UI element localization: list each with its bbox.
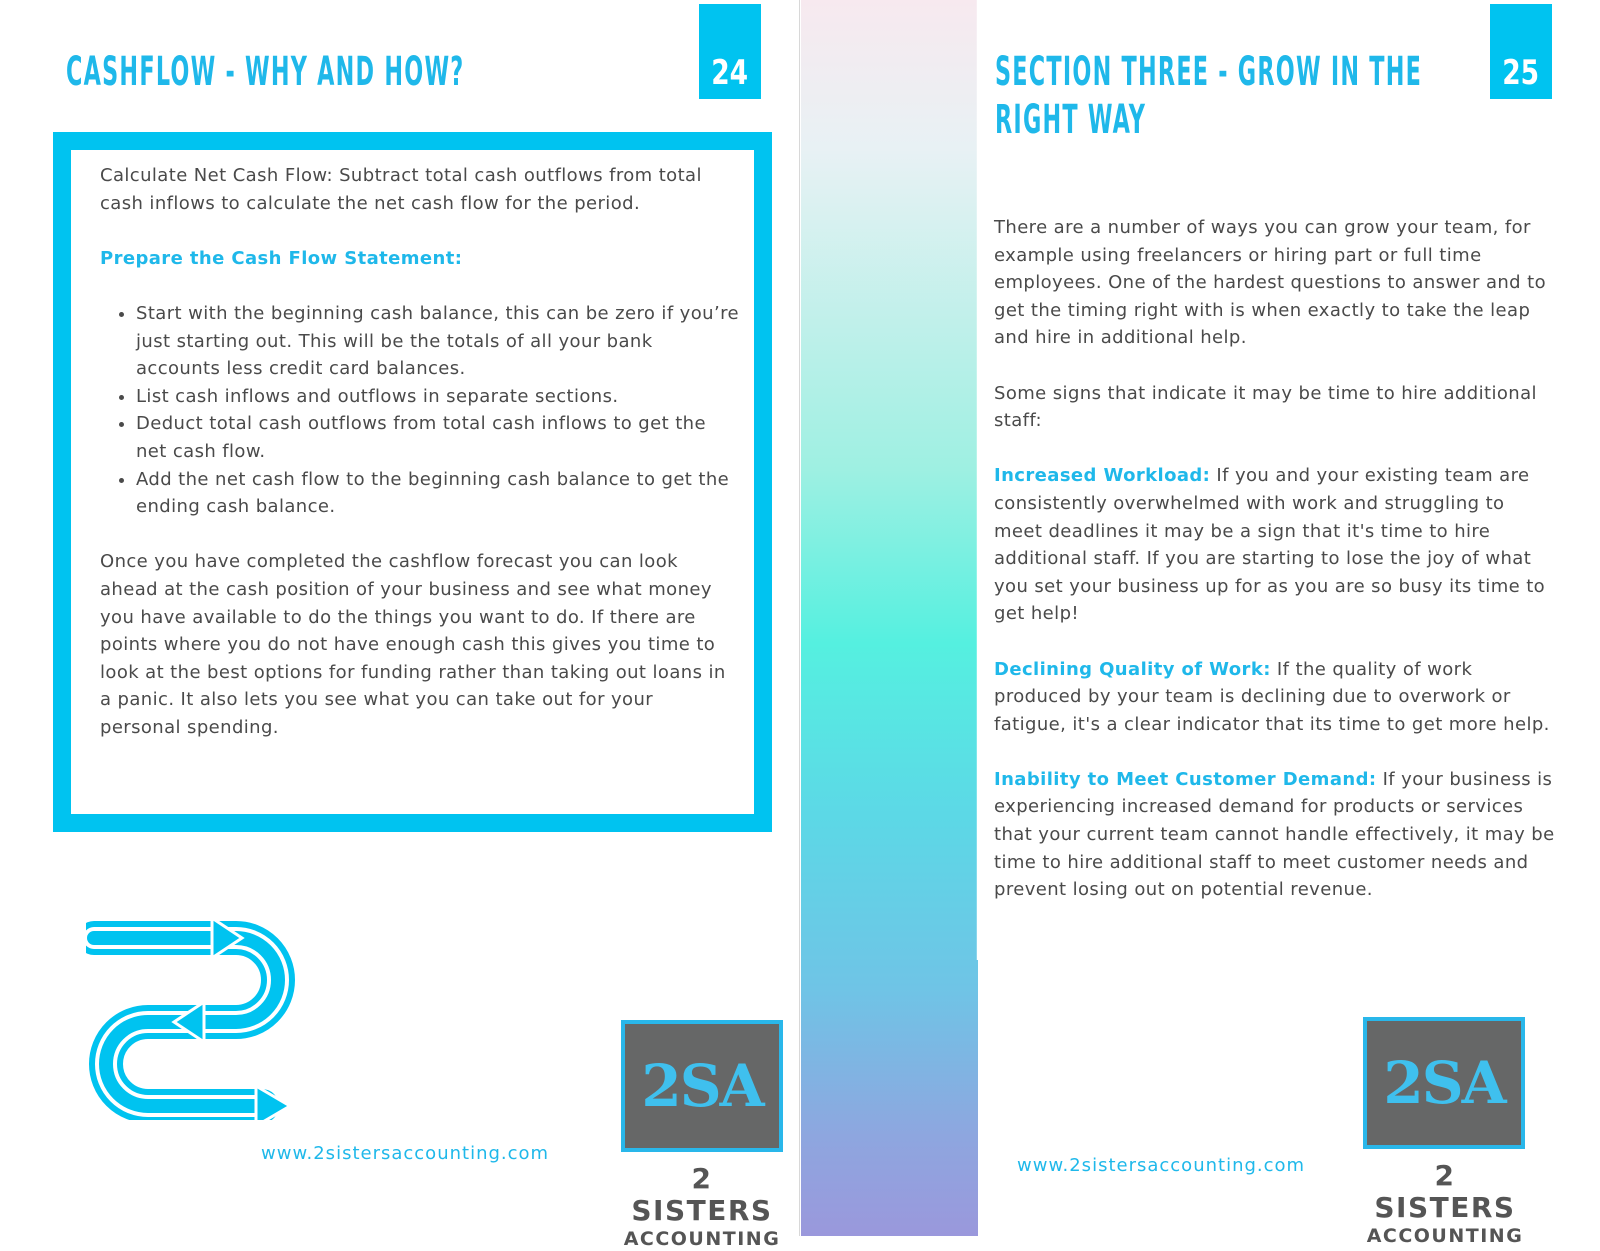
steps-list (100, 300, 740, 521)
list-item: • Deduct total cash outflows from total cash inflows to get the net cash flow. (136, 410, 740, 465)
left-page-number: 24 (699, 4, 761, 99)
signs-intro: Some signs that indicate it may be time to hire additional staff: (994, 382, 1537, 432)
right-page-title: SECTION THREE - GROW IN THE RIGHT WAY (995, 49, 1423, 143)
intro-paragraph: Calculate Net Cash Flow: Subtract total cash outflows from total cash inflows to calculate the net cash flow for the period. (100, 165, 702, 214)
list-item: • Start with the beginning cash balance, this can be zero if you’re just starting out. This will be the totals of all your bank accounts less credit card balances. (136, 300, 740, 383)
point-workload: Increased Workload: If you and your existing team are consistently overwhelmed with work and struggling to meet deadlines it may be a sign that it's time to hire additional staff. If you are starting to lose the joy of what you set your business up for as you are so busy its time to get help! (994, 465, 1546, 625)
content-box-text (100, 162, 740, 769)
closing-paragraph: Once you have completed the cashflow forecast you can look ahead at the cash position of your business and see what money you have available to do the things you want to do. If there are points where you do not have enough cash this gives you time to look at the best options for funding rather than taking out loans in a panic. It also lets you see what you can take out for your personal spending. (100, 551, 726, 738)
right-page-number: 25 (1490, 4, 1552, 99)
logo-name: 2 SISTERS ACCOUNTING (623, 1162, 781, 1250)
logo-mark: 2SA (621, 1020, 783, 1152)
logo-name: 2 SISTERS ACCOUNTING (1366, 1159, 1524, 1247)
point-quality: Declining Quality of Work: If the quality of work produced by your team is declining due to overwork or fatigue, it's a clear indicator that its time to get more help. (994, 658, 1550, 735)
left-page-title: CASHFLOW - WHY AND HOW? (66, 49, 465, 95)
winding-arrows-icon (86, 920, 296, 1120)
cashflow-statement-heading: Prepare the Cash Flow Statement: (100, 247, 463, 269)
book-spine-gradient (801, 0, 978, 1236)
list-item: • Add the net cash flow to the beginning cash balance to get the ending cash balance. (136, 466, 740, 521)
list-item: • List cash inflows and outflows in separate sections. (136, 383, 740, 411)
logo-mark: 2SA (1363, 1017, 1525, 1149)
website-link[interactable]: www.2sistersaccounting.com (1017, 1155, 1306, 1176)
right-page-body (994, 214, 1558, 931)
intro-paragraph: There are a number of ways you can grow your team, for example using freelancers or hiring part or full time employees. One of the hardest questions to answer and to get the timing right with is when exactly to take the leap and hire in additional help. (994, 217, 1547, 349)
website-link[interactable]: www.2sistersaccounting.com (261, 1143, 550, 1164)
point-demand: Inability to Meet Customer Demand: If your business is experiencing increased demand for products or services that your current team cannot handle effectively, it may be time to hire additional staff to meet customer needs and prevent losing out on potential revenue. (994, 768, 1555, 901)
